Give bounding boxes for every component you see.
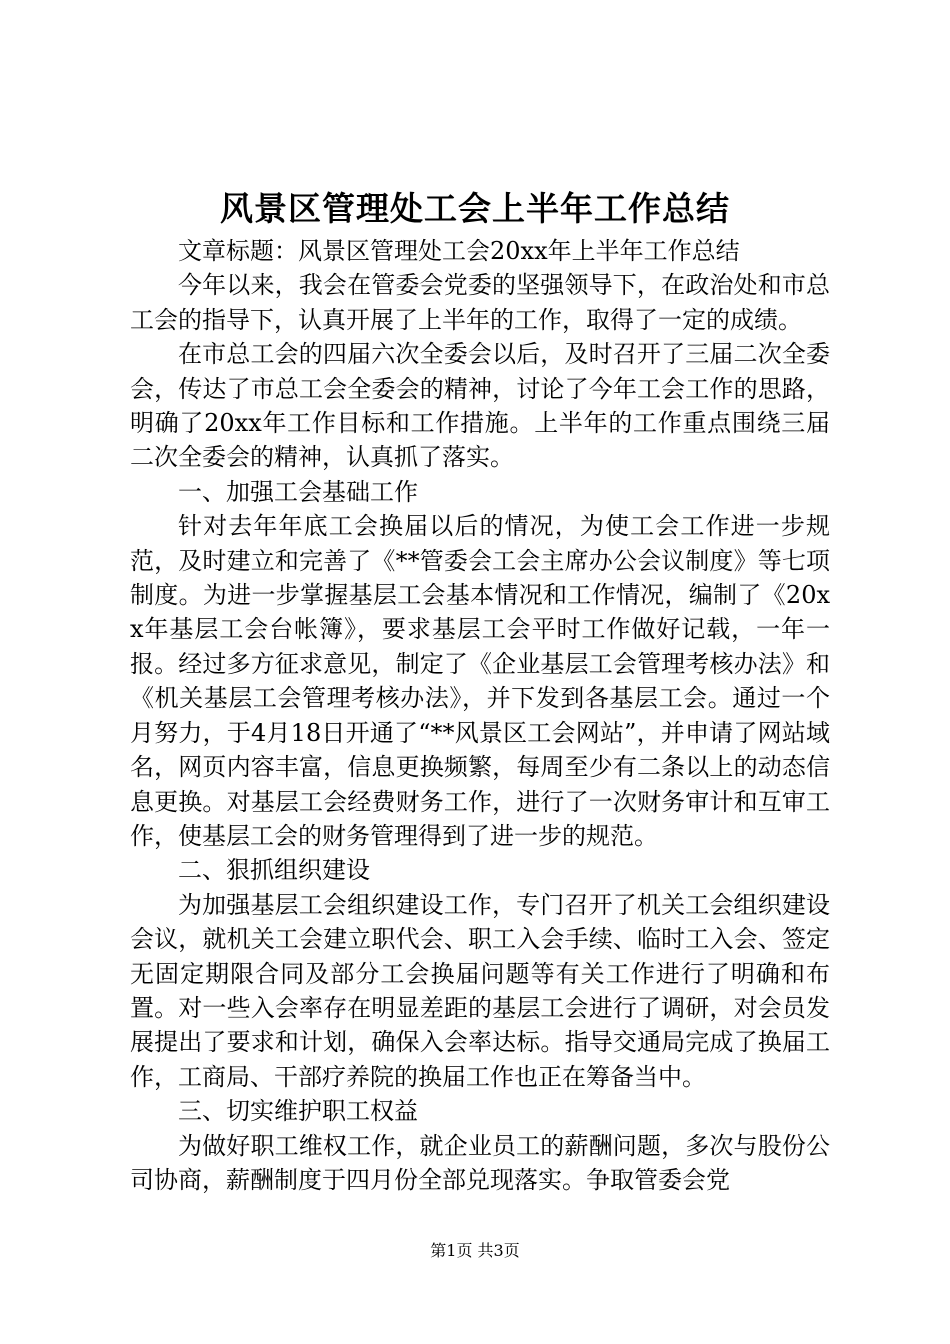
- intro-paragraph: 今年以来，我会在管委会党委的坚强领导下，在政治处和市总工会的指导下，认真开展了上半年的工作，取得了一定的成绩。: [130, 271, 830, 334]
- section-heading-1: 一、加强工会基础工作: [178, 477, 418, 506]
- section-3-paragraph: 为做好职工维权工作，就企业员工的薪酬问题，多次与股份公司协商，薪酬制度于四月份全部兑现落实。争取管委会党: [130, 1131, 830, 1194]
- section-heading-3: 三、切实维护职工权益: [178, 1097, 418, 1126]
- section-1-paragraph: 针对去年年底工会换届以后的情况，为使工会工作进一步规范，及时建立和完善了《**管委会工会主席办公会议制度》等七项制度。为进一步掌握基层工会基本情况和工作情况，编制了《20xx年基层工会台帐簿》，要求基层工会平时工作做好记载，一年一报。经过多方征求意见，制定了《企业基层工会管理考核办法》和《机关基层工会管理考核办法》，并下发到各基层工会。通过一个月努力，于4月18日开通了“**风景区工会网站”，并申请了网站域名，网页内容丰富，信息更换频繁，每周至少有二条以上的动态信息更换。对基层工会经费财务工作，进行了一次财务审计和互审工作，使基层工会的财务管理得到了进一步的规范。: [130, 512, 830, 850]
- overview-paragraph: 在市总工会的四届六次全委会以后，及时召开了三届二次全委会，传达了市总工会全委会的精神，讨论了今年工会工作的思路，明确了20xx年工作目标和工作措施。上半年的工作重点围绕三届二次全委会的精神，认真抓了落实。: [130, 340, 830, 472]
- document-title: 风景区管理处工会上半年工作总结: [220, 189, 730, 228]
- section-heading-2: 二、狠抓组织建设: [178, 856, 370, 885]
- document-body: [130, 234, 830, 1197]
- section-2-paragraph: 为加强基层工会组织建设工作，专门召开了机关工会组织建设会议，就机关工会建立职代会、职工入会手续、临时工入会、签定无固定期限合同及部分工会换届问题等有关工作进行了明确和布置。对一些入会率存在明显差距的基层工会进行了调研，对会员发展提出了要求和计划，确保入会率达标。指导交通局完成了换届工作，工商局、干部疗养院的换届工作也正在筹备当中。: [130, 890, 830, 1091]
- article-title-line: 文章标题：风景区管理处工会20xx年上半年工作总结: [178, 237, 740, 265]
- page-footer: 第1页 共3页: [430, 1241, 520, 1260]
